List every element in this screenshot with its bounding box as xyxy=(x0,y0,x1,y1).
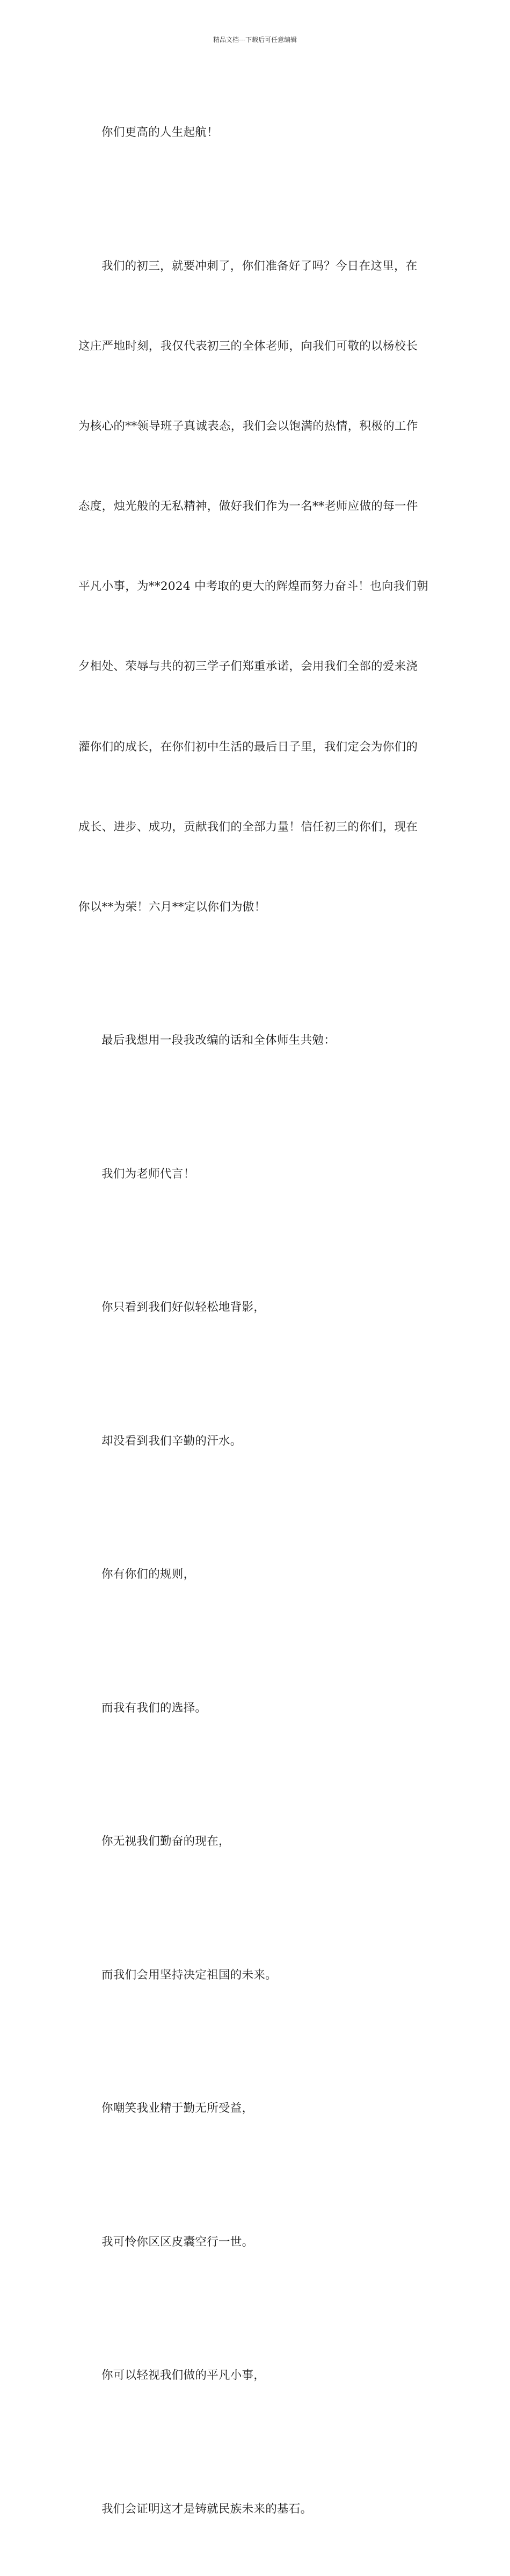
text-line: 平凡小事，为**2024 中考取的更大的辉煌而努力奋斗！也向我们朝 xyxy=(78,580,428,594)
text-line: 你以**为荣！六月**定以你们为傲！ xyxy=(78,900,266,914)
text-line: 为核心的**领导班子真诚表态，我们会以饱满的热情，积极的工作 xyxy=(78,420,418,434)
text-line: 灌你们的成长，在你们初中生活的最后日子里，我们定会为你们的 xyxy=(78,740,418,754)
page-header: 精品文档---下载后可任意编辑 xyxy=(213,36,297,44)
text-line: 我们为老师代言！ xyxy=(101,1167,195,1181)
paragraph-intro xyxy=(78,974,434,1108)
text-line: 我可怜你区区皮囊空行一世。 xyxy=(101,2235,254,2249)
text-line: 你可以轻视我们做的平凡小事， xyxy=(101,2369,266,2383)
poem-line xyxy=(78,1909,434,2043)
text-line: 我们会证明这才是铸就民族未来的基石。 xyxy=(101,2502,312,2516)
text-line: 最后我想用一段我改编的话和全体师生共勉： xyxy=(101,1034,336,1048)
poem-line xyxy=(78,2309,434,2443)
paragraph-opening xyxy=(78,66,434,200)
text-line: 你无视我们勤奋的现在， xyxy=(101,1835,230,1849)
text-line: 而我们会用坚持决定祖国的未来。 xyxy=(101,1968,278,1982)
text-line: 夕相处、荣辱与共的初三学子们郑重承诺，会用我们全部的爱来浇 xyxy=(78,660,418,674)
text-line: 你们更高的人生起航！ xyxy=(101,126,219,140)
poem-line xyxy=(78,1107,434,1241)
poem-line xyxy=(78,1508,434,1642)
poem-line xyxy=(78,2176,434,2310)
poem-line xyxy=(78,1641,434,1775)
text-line: 态度，烛光般的无私精神，做好我们作为一名**老师应做的每一件 xyxy=(78,500,418,514)
text-line: 你嘲笑我业精于勤无所受益， xyxy=(101,2102,254,2116)
poem-line xyxy=(78,1775,434,1909)
text-line: 却没看到我们辛勤的汗水。 xyxy=(101,1434,242,1448)
text-line: 我们的初三，就要冲刺了，你们准备好了吗？今日在这里，在 xyxy=(101,259,418,273)
poem-line xyxy=(78,2443,434,2576)
paragraph-main xyxy=(78,200,434,974)
text-line: 这庄严地时刻，我仅代表初三的全体老师，向我们可敬的以杨校长 xyxy=(78,340,418,353)
poem-line xyxy=(78,2042,434,2176)
poem-line xyxy=(78,1241,434,1375)
poem-line xyxy=(78,1374,434,1508)
text-line: 你有你们的规则， xyxy=(101,1568,195,1582)
text-line: 成长、进步、成功，贡献我们的全部力量！信任初三的你们，现在 xyxy=(78,820,418,834)
text-line: 你只看到我们好似轻松地背影， xyxy=(101,1301,266,1315)
document-body xyxy=(78,66,434,2576)
text-line: 而我有我们的选择。 xyxy=(101,1701,207,1715)
